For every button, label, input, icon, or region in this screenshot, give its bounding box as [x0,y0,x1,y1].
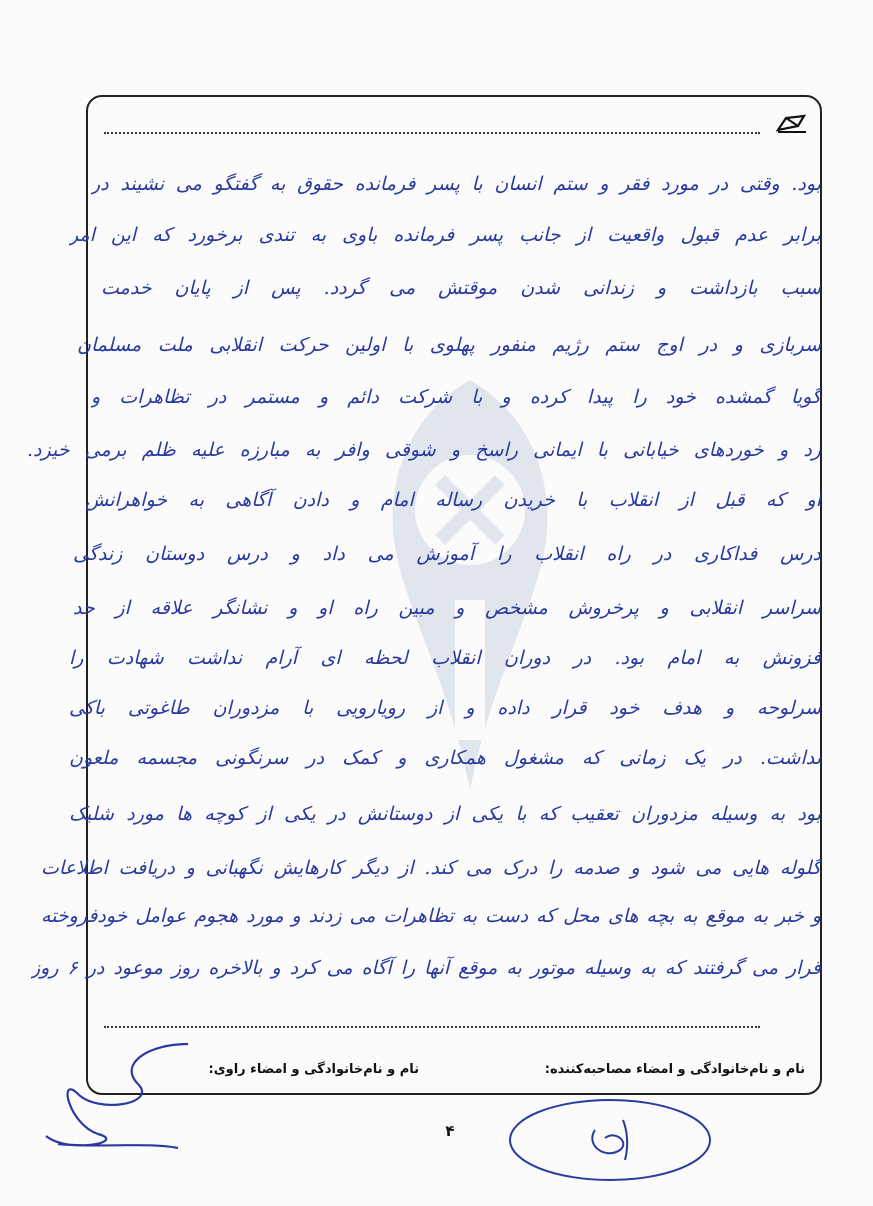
handwritten-line: گویا گمشده خود را پیدا کرده و با شرکت دائم و مستمر در تظاهرات و [91,386,821,408]
handwritten-line: سرلوحه و هدف خود قرار داده و از رویارویی با مزدوران طاغوتی باکی [69,697,821,719]
handwritten-line: سبب بازداشت و زندانی شدن موقتش می گردد. پس از پایان خدمت [101,277,821,299]
handwritten-line: سراسر انقلابی و پرخروش مشخص و مبین راه او و نشانگر علاقه از حد [73,597,821,619]
signature-right [505,1090,715,1190]
handwritten-line: گلوله هایی می شود و صدمه را درک می کند. از دیگر کارهایش نگهبانی و دریافت اطلاعات [41,857,821,879]
handwritten-line: بود به وسیله مزدوران تعقیب که با یکی از دوستانش در یکی از کوچه ها مورد شلیک [69,803,821,825]
handwritten-line: درس فداکاری در راه انقلاب را آموزش می داد و درس دوستان زندگی [73,543,821,565]
handwritten-line: و خبر به موقع به بچه های محل که دست به تظاهرات می زدند و مورد هجوم عوامل خودفروخته [41,905,821,927]
signature-left [38,1024,208,1164]
handwritten-line: او که قبل از انقلاب با خریدن رساله امام و دادن آگاهی به خواهرانش [85,489,821,511]
narrator-signature-label: نام و نام‌خانوادگی و امضاء راوی: [208,1062,419,1077]
handwritten-line: فزونش به امام بود. در دوران انقلاب لحظه ای آرام نداشت شهادت را [69,647,821,669]
handwritten-line: زد و خوردهای خیابانی با ایمانی راسخ و شوقی وافر به مبارزه علیه ظلم برمی خیزد. [27,439,821,461]
handwritten-line: سربازی و در اوج ستم رژیم منفور پهلوی با اولین حرکت انقلابی ملت مسلمان [77,334,821,356]
top-dotted-rule [104,132,760,134]
handwritten-line: قرار می گرفتند که به وسیله موتور به موقع آنها را آگاه می کرد و بالاخره روز موعود در ۶ روز [31,957,821,979]
page-number: ۴ [445,1122,455,1140]
interviewer-signature-label: نام و نام‌خانوادگی و امضاء مصاحبه‌کننده: [544,1062,805,1077]
handwritten-line: برابر عدم قبول واقعیت از جانب پسر فرمانده باوی به تندی برخورد که این امر [69,224,821,246]
pen-icon [776,112,810,134]
handwritten-line: نداشت. در یک زمانی که مشغول همکاری و کمک در سرنگونی مجسمه ملعون [69,747,821,769]
handwritten-line: بود. وقتی در مورد فقر و ستم انسان با پسر فرمانده حقوق به گفتگو می نشیند در [91,173,821,195]
